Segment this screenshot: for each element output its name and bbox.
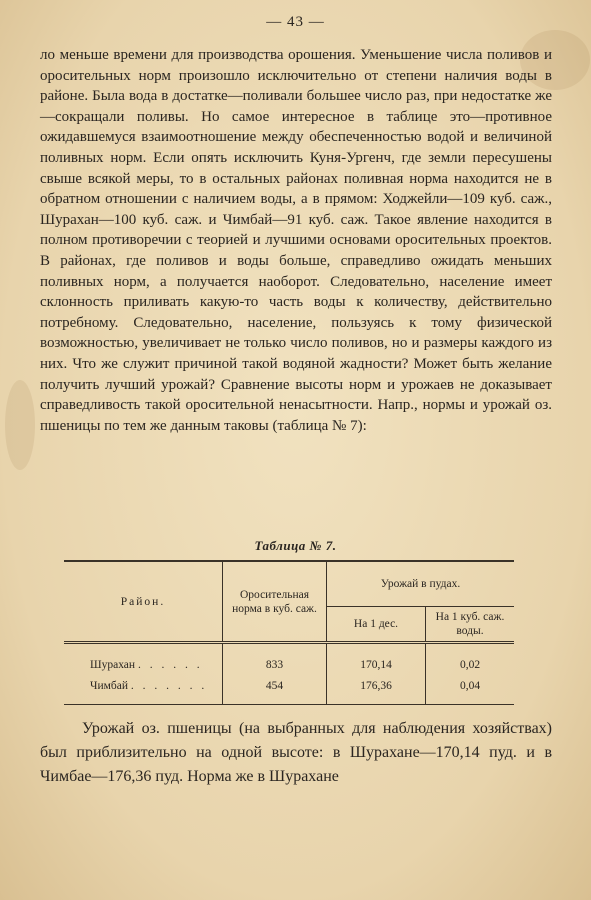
row-norm: 454 <box>223 676 327 705</box>
table-caption: Таблица № 7. <box>254 538 337 553</box>
column-header-per-des: На 1 дес. <box>327 607 426 643</box>
row-per-sazh: 0,02 <box>426 643 515 677</box>
row-per-des: 176,36 <box>327 676 426 705</box>
paragraph-1-text: ло меньше времени для производства орошения. Уменьшение числа поливов и оросительных норм произошло исключительно от степени наличия воды в районе. Была вода в достатке—поливали большее число раз, при недостатке же—сокращали поливы. Но самое интересное в таблице это—противное ожидавшемуся взаимоотношение между обеспеченностью водой и величиной поливных норм. Если опять исключить Куня-Ургенч, где земли пересушены свыше всякой меры, то в остальных районах поливная норма находится не в обратном отношении с наличием воды, а в прямом: Ходжейли—109 куб. саж., Шурахан—100 куб. саж. и Чимбай—91 куб. саж. Такое явление находится в полном противоречии с теорией и лучшими основами оросительных проектов. В районах, где поливов и воды больше, справедливо ожидать меньших поливных норм, а получается наоборот. Следовательно, население имеет склонность приливать какую-то часть воды к количеству, действительно потребному. Следовательно, население, пользуясь к тому физической возможностью, увеличивает не только число поливов, но и размеры каждого из них. Что же служит причиной такой водяной жадности? Может быть желание получить лучший урожай? Сравнение высоты норм и урожаев не доказывает справедливость такой оросительной ненасытности. Напр., нормы и урожай оз. пшеницы по тем же данным таковы (таблица № 7): <box>40 47 552 434</box>
column-header-norm: Оросительная норма в куб. саж. <box>223 561 327 643</box>
column-header-yield: Урожай в пудах. <box>327 561 515 607</box>
table-row <box>64 643 514 677</box>
page-number: — 43 — <box>266 14 325 30</box>
table-row <box>64 676 514 705</box>
row-leader-dots: . . . . . . <box>137 659 203 671</box>
column-header-per-sazh: На 1 куб. саж. воды. <box>426 607 515 643</box>
row-per-des: 170,14 <box>327 643 426 677</box>
row-region-name: Шурахан <box>90 659 136 671</box>
paragraph-1 <box>40 45 552 436</box>
row-region <box>64 676 223 705</box>
paper-stain <box>5 380 35 470</box>
column-header-region: Район. <box>64 561 223 643</box>
paragraph-2 <box>40 717 552 789</box>
row-per-sazh: 0,04 <box>426 676 515 705</box>
row-region <box>64 643 223 677</box>
row-leader-dots: . . . . . . . <box>130 680 208 692</box>
row-region-name: Чимбай <box>90 680 129 692</box>
yield-table <box>64 560 514 705</box>
paragraph-2-text: Урожай оз. пшеницы (на выбранных для наблюдения хозяйствах) был приблизительно на одной высоте: в Шурахане—170,14 пуд. и в Чимбае—176,36 пуд. Норма же в Шурахане <box>40 720 552 785</box>
row-norm: 833 <box>223 643 327 677</box>
